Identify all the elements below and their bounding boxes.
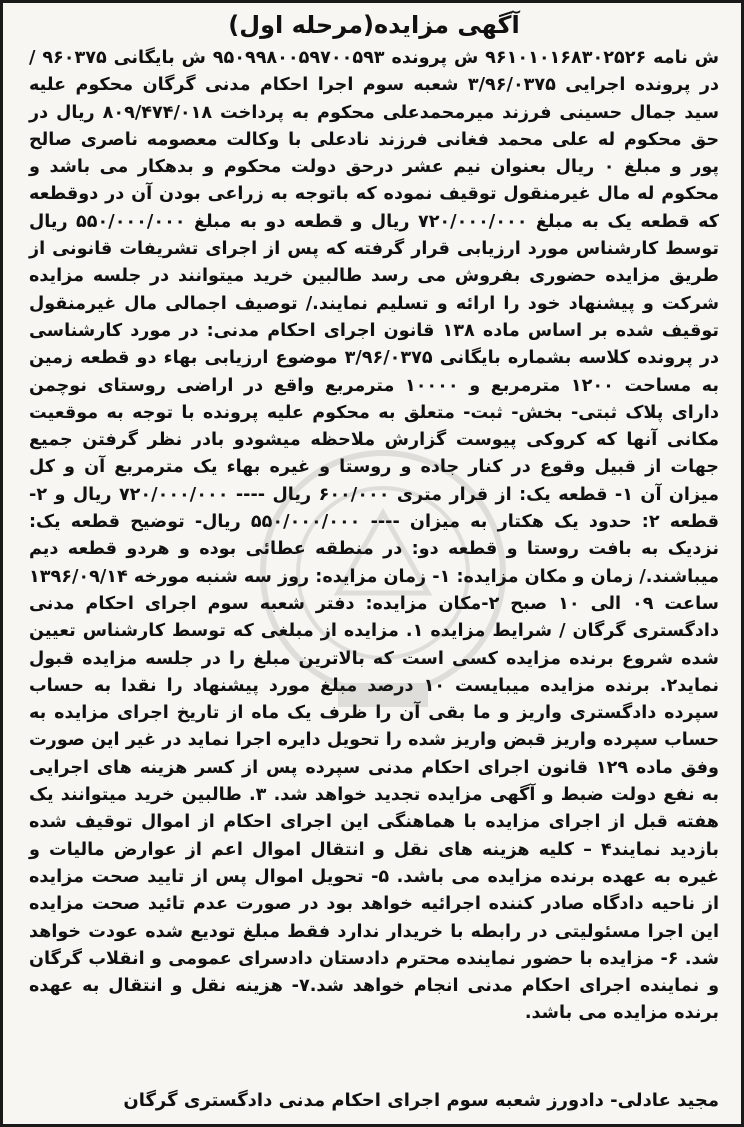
signature-line: مجید عادلی- دادورز شعبه سوم اجرای احکام مدنی دادگستری گرگان xyxy=(123,1090,719,1111)
notice-body xyxy=(29,45,719,1028)
notice-paragraph: ش نامه ۹۶۱۰۱۰۱۶۸۳۰۲۵۲۶ ش پرونده ۹۵۰۹۹۸۰۰۵۹۷۰۰۵۹۳ ش بایگانی ۹۶۰۳۷۵ / در پرونده اجرایی ۳/۹۶/۰۳۷۵ شعبه سوم اجرا احکام مدنی گرگان محکوم علیه سید جمال حسینی فرزند میرمحمدعلی محکوم به پرداخت ۸۰۹/۴۷۴/۰۱۸ ریال در حق محکوم له علی محمد فغانی فرزند نادعلی با وکالت معصومه ناصری صالح پور و مبلغ ۰ ریال بعنوان نیم عشر درحق دولت محکوم و بدهکار می باشد و محکوم له مال غیرمنقول توقیف نموده که باتوجه به زراعی بودن آن در دوقطعه که قطعه یک به مبلغ ۷۲۰/۰۰۰/۰۰۰ ریال و قطعه دو به مبلغ ۵۵۰/۰۰۰/۰۰۰ ریال توسط کارشناس مورد ارزیابی قرار گرفته که پس از اجرای تشریفات قانونی از طریق مزایده حضوری بفروش می رسد طالبین خرید میتوانند در جلسه مزایده شرکت و پیشنهاد خود را ارائه و تسلیم نمایند./ توصیف اجمالی مال غیرمنقول توقیف شده بر اساس ماده ۱۳۸ قانون اجرای احکام مدنی: در مورد کارشناسی در پرونده کلاسه بشماره بایگانی ۳/۹۶/۰۳۷۵ موضوع ارزیابی بهاء دو قطعه زمین به مساحت ۱۲۰۰ مترمربع و ۱۰۰۰۰ مترمربع واقع در اراضی روستای نوچمن دارای پلاک ثبتی- بخش- ثبت- متعلق به محکوم علیه پرونده با توجه به موقعیت مکانی آنها که کروکی پیوست گزارش ملاحظه میشودو بادر نظر گرفتن جمیع جهات از قبیل وقوع در کنار جاده و روستا و غیره بهاء یک مترمربع آن و کل میزان آن ۱- قطعه یک: از قرار متری ۶۰۰/۰۰۰ ریال ---- ۷۲۰/۰۰۰/۰۰۰ ریال و ۲- قطعه ۲: حدود یک هکتار به میزان ---- ۵۵۰/۰۰۰/۰۰۰ ریال- توضیح قطعه یک: نزدیک به بافت روستا و قطعه دو: در منطقه عطائی بوده و هردو قطعه دیم میباشند./ زمان و مکان مزایده: ۱- زمان مزایده: روز سه شنبه مورخه ۱۳۹۶/۰۹/۱۴ ساعت ۰۹ الی ۱۰ صبح ۲-مکان مزایده: دفتر شعبه سوم اجرای احکام مدنی دادگستری گرگان / شرایط مزایده ۱. مزایده از مبلغی که توسط کارشناس تعیین شده شروع برنده مزایده کسی است که بالاترین مبلغ را در جلسه مزایده قبول نماید۲. برنده مزایده میبایست ۱۰ درصد مبلغ مورد پیشنهاد را نقدا به حساب سپرده دادگستری واریز و ما بقی آن را ظرف یک ماه از تاریخ اجرای مزایده به حساب سپرده واریز قبض واریز شده را تحویل دایره اجرا نماید در غیر این صورت وفق ماده ۱۲۹ قانون اجرای احکام مدنی سپرده پس از کسر هزینه های اجرایی به نفع دولت ضبط و آگهی مزایده تجدید خواهد شد. ۳. طالبین خرید میتوانند یک هفته قبل از اجرای مزایده با هماهنگی این اجرای احکام از اموال توقیف شده بازدید نمایند۴ – کلیه هزینه های نقل و انتقال اموال اعم از عوارض مالیات و غیره به عهده برنده مزایده می باشد. ۵- تحویل اموال پس از تایید صحت مزایده از ناحیه دادگاه صادر کننده اجرائیه خواهد بود در صورت عدم تائید صحت مزایده این اجرا مسئولیتی در رابطه با خریدار ندارد فقط مبلغ تودیع شده عودت خواهد شد. ۶- مزایده با حضور نماینده محترم دادستان دادسرای عمومی و انقلاب گرگان و نماینده اجرای احکام مدنی انجام خواهد شد.۷- هزینه نقل و انتقال به عهده برنده مزایده می باشد. xyxy=(29,48,720,1024)
notice-title: آگهی مزایده(مرحله اول) xyxy=(228,11,520,39)
